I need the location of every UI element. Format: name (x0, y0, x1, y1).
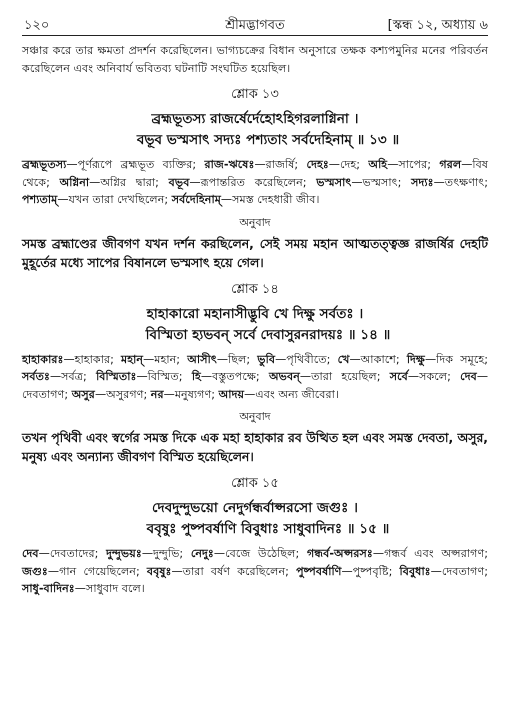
synonym-word: অভবন্ (268, 370, 300, 383)
synonym-word: দুন্দুভয়ঃ (106, 547, 142, 560)
synonym-meaning: দেহ; (339, 158, 369, 171)
synonym-meaning: গন্ধর্ব এবং অপ্সরাগণ; (384, 547, 488, 560)
synonyms: হাহাকারঃ—হাহাকার; মহান্—মহান; আসীৎ—ছিল; ভুবি—পৃথিবীতে; খে—আকাশে; দিক্ষু—দিক সমূহে; সর্বতঃ—সর্বত্র; বিস্মিতাঃ—বিস্মিত; হি—বস্তুতপক্ষে; অভবন্—তারা হয়েছিল; সর্বে—সকলে; দেব—দেবতাগণ; অসুর—অসুরগণ; নর—মনুষ্যগণ; আদয়—এবং অন্য জীবেরা। (22, 352, 488, 401)
synonym-meaning: তারা হয়েছিল; (311, 370, 390, 383)
synonym-word: গরল (439, 158, 462, 171)
synonym-meaning: দেবতাগণ; (441, 564, 488, 578)
synonym-word: গন্ধর্ব-অপ্সরসঃ (306, 547, 373, 560)
synonym-word: দেব (460, 370, 477, 383)
synonym-meaning: পৃথিবীতে; (286, 352, 338, 366)
synonym-meaning: এবং অন্য জীবেরা। (255, 387, 339, 401)
verse-text (22, 498, 488, 540)
page-number: ১২০ (24, 18, 50, 33)
synonym-word: ববৃষুঃ (146, 564, 172, 578)
synonym-word: ভস্মসাৎ (316, 175, 352, 189)
synonym-word: খে (337, 352, 350, 366)
synonym-meaning: মনুষ্যগণ; (174, 387, 219, 401)
synonym-meaning: অগ্নির দ্বারা; (100, 175, 169, 189)
synonym-meaning: গান গেয়েছিলেন; (59, 564, 147, 578)
synonym-meaning: পূর্ণরূপে ব্রহ্মভূত ব্যক্তির; (77, 158, 205, 171)
synonym-meaning: সাধুবাদ বলে। (85, 582, 145, 595)
synonym-meaning: বস্তুতপক্ষে; (212, 370, 269, 383)
synonym-word: আদয় (218, 387, 245, 401)
synonym-word: সর্বতঃ (22, 370, 50, 383)
synonym-meaning: পুষ্পবৃষ্টি; (352, 564, 400, 578)
synonym-word: দেহঃ (306, 158, 329, 171)
verse-text (22, 109, 488, 151)
synonym-word: সদ্যঃ (411, 175, 434, 189)
verse-line-2: বিস্মিতা হ্যভবন্ সর্বে দেবাসুরনরাদয়ঃ ॥ ১৪ ॥ (145, 326, 391, 343)
synonym-word: জগুঃ (22, 564, 48, 578)
synonym-meaning: সাপের; (398, 158, 440, 171)
verse-line-1: দেবদুন্দুভয়ো নেদুর্গন্ধর্বাপ্সরসো জগুঃ । (152, 500, 358, 516)
synonym-meaning: যখন তারা দেখছিলেন; (68, 193, 172, 206)
synonym-word: হাহাকারঃ (22, 352, 64, 366)
synonym-word: পশ্যতাম্ (22, 193, 58, 206)
synonym-meaning: ছিল; (228, 352, 258, 366)
synonym-meaning: ভস্মসাৎ; (362, 175, 412, 189)
verse-block-13 (22, 85, 488, 272)
synonym-word: রাজ-ঋষেঃ (204, 158, 255, 171)
synonym-word: অসুর (71, 387, 95, 401)
synonym-meaning: দিক সমূহে; (436, 352, 488, 366)
synonym-word: ভুবি (257, 352, 276, 366)
synonym-word: সর্বে (389, 370, 408, 383)
running-title: শ্রীমদ্ভাগবত (225, 18, 285, 33)
verse-text (22, 304, 488, 346)
synonym-meaning: বিস্মিত; (147, 370, 192, 383)
synonym-meaning: তারা বর্ষণ করেছিলেন; (182, 564, 297, 578)
synonym-meaning: রাজর্ষি; (265, 158, 307, 171)
translation: তখন পৃথিবী এবং স্বর্গের সমস্ত দিকে এক মহা হাহাকার রব উত্থিত হল এবং সমস্ত দেবতা, অসুর, মনুষ্য এবং অন্যান্য জীবগণ বিস্মিত হয়েছিলেন। (22, 430, 488, 464)
synonym-word: বভূব (168, 175, 190, 189)
synonym-word: মহান্ (121, 352, 144, 366)
synonym-word: বিবুধাঃ (399, 564, 431, 578)
section-label: [স্কন্ধ ১২, অধ্যায় ৬ (387, 18, 488, 33)
synonym-word: দেব (22, 547, 39, 560)
synonym-word: ব্রহ্মভূতস্য (22, 158, 67, 171)
verse-block-15 (22, 474, 488, 598)
verse-line-2: ববৃষুঃ পুষ্পবর্ষাণি বিবুধাঃ সাধুবাদিনঃ ॥ ১৫ ॥ (146, 521, 390, 537)
synonym-word: নেদুঃ (190, 547, 214, 560)
synonym-meaning: দেবতাগণ; (22, 387, 72, 401)
page-header (22, 12, 488, 34)
synonyms: দেব—দেবতাদের; দুন্দুভয়ঃ—দুন্দুভি; নেদুঃ—বেজে উঠেছিল; গন্ধর্ব-অপ্সরসঃ—গন্ধর্ব এবং অপ্সরাগণ; জগুঃ—গান গেয়েছিলেন; ববৃষুঃ—তারা বর্ষণ করেছিলেন; পুষ্পবর্ষাণি—পুষ্পবৃষ্টি; বিবুধাঃ—দেবতাগণ; সাধু-বাদিনঃ—সাধুবাদ বলে। (22, 547, 488, 595)
translation: সমস্ত ব্রহ্মাণ্ডের জীবগণ যখন দর্শন করছিলেন, সেই সময় মহান আত্মতত্ত্বজ্ঞ রাজর্ষির দেহটি মুহূর্তের মধ্যে সাপের বিষানলে ভস্মসাৎ হয়ে গেল। (22, 235, 488, 270)
synonym-meaning: সমস্ত দেহধারী জীব। (232, 193, 320, 206)
verse-line-1: ব্রহ্মভূতস্য রাজর্ষের্দেহোঽহিগরলাগ্নিনা । (151, 111, 359, 127)
synonym-word: সাধু-বাদিনঃ (22, 582, 75, 595)
synonyms: ব্রহ্মভূতস্য—পূর্ণরূপে ব্রহ্মভূত ব্যক্তির; রাজ-ঋষেঃ—রাজর্ষি; দেহঃ—দেহ; অহি—সাপের; গরল—বিষ থেকে; অগ্নিনা—অগ্নির দ্বারা; বভূব—রূপান্তরিত করেছিলেন; ভস্মসাৎ—ভস্মসাৎ; সদ্যঃ—তৎক্ষণাৎ; পশ্যতাম্—যখন তারা দেখছিলেন; সর্বদেহিনাম্—সমস্ত দেহধারী জীব। (22, 158, 488, 206)
synonym-meaning: রূপান্তরিত করেছিলেন; (200, 175, 317, 189)
synonym-word: পুষ্পবর্ষাণি (296, 564, 342, 578)
synonym-word: সর্বদেহিনাম্ (171, 193, 221, 206)
synonym-word: বিস্মিতাঃ (96, 370, 137, 383)
synonym-word: নর (150, 387, 164, 401)
verse-block-14 (22, 280, 488, 467)
intro-paragraph: সঞ্চার করে তার ক্ষমতা প্রদর্শন করেছিলেন। ভাগ্যচক্রের বিধান অনুসারে তক্ষক কশ্যপমুনির মনের পরিবর্তন করেছিলেন এবং অনিবার্য ভবিতব্য ঘটনাটি সংঘটিত হয়েছিল। (22, 44, 488, 75)
synonym-meaning: আকাশে; (360, 352, 407, 366)
verse-line-2: বভূব ভস্মসাৎ সদ্যঃ পশ্যতাং সর্বদেহিনাম্ ॥ ১৩ ॥ (136, 132, 400, 148)
book-page (22, 12, 488, 598)
synonym-word: আসীৎ (187, 352, 217, 366)
translation-label: অনুবাদ (239, 410, 271, 423)
synonym-word: অহি (368, 158, 388, 171)
synonym-meaning: দুন্দুভি; (153, 547, 191, 560)
verse-heading: শ্লোক ১৪ (231, 281, 279, 297)
verse-heading: শ্লোক ১৫ (231, 476, 279, 491)
synonym-meaning: সর্বত্র; (61, 370, 97, 383)
translation-label: অনুবাদ (239, 215, 271, 229)
synonym-meaning: হাহাকার; (74, 352, 122, 366)
synonym-meaning: সকলে; (419, 370, 461, 383)
verse-line-1: হাহাকারো মহানাসীদ্ভুবি খে দিক্ষু সর্বতঃ । (146, 305, 364, 322)
synonym-word: অগ্নিনা (59, 175, 90, 189)
synonym-meaning: অসুরগণ; (106, 387, 151, 401)
synonym-meaning: বিষ থেকে; (22, 158, 488, 189)
synonym-meaning: দেবতাদের; (49, 547, 107, 560)
synonym-meaning: বেজে উঠেছিল; (225, 547, 307, 560)
synonym-word: দিক্ষু (406, 352, 425, 366)
synonym-meaning: মহান; (154, 352, 188, 366)
synonym-meaning: তৎক্ষণাৎ; (444, 175, 488, 189)
verse-heading: শ্লোক ১৩ (231, 87, 279, 102)
synonym-word: হি (191, 370, 201, 383)
